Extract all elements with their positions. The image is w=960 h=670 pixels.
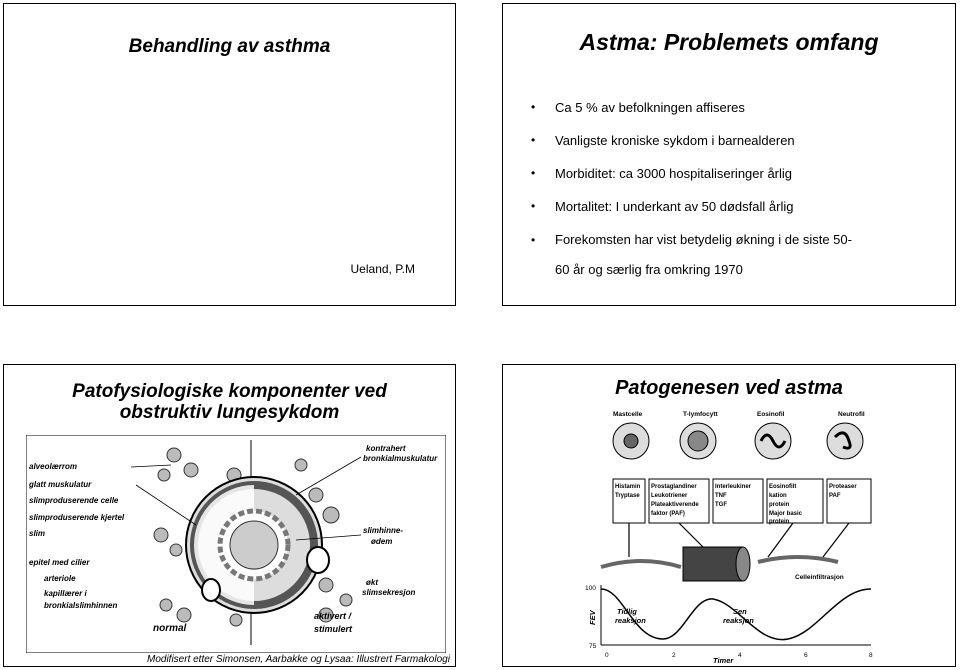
label-infiltration: Celleinfiltrasjon: [795, 574, 844, 581]
label-increased: økt: [366, 578, 378, 587]
label-contracted: kontrahert: [366, 444, 406, 453]
label-mucus-gland: slimproduserende kjertel: [29, 513, 125, 522]
slide-title-heading: Behandling av asthma: [128, 36, 331, 57]
label-late-2: reaksjon: [723, 616, 754, 625]
cell-mastcell: Mastcelle: [613, 411, 643, 418]
y-axis-label: FEV: [588, 610, 597, 625]
label-epithelium: epitel med cilier: [29, 558, 90, 567]
label-late: Sen: [733, 607, 747, 616]
label-mucus-cell: slimproduserende celle: [29, 496, 119, 505]
slide-heading: Astma: Problemets omfang: [579, 29, 879, 55]
bullet-icon: •: [531, 233, 536, 247]
cell-tlymph: T-lymfocytt: [683, 411, 718, 418]
x-axis-label: Timer: [713, 656, 734, 665]
cell-eosinophil: Eosinofil: [757, 411, 785, 418]
x-tick-6: 6: [804, 652, 808, 659]
svg-text:protein: protein: [769, 519, 790, 525]
bullet-icon: •: [531, 133, 536, 147]
slide-problem-scope: [502, 3, 956, 306]
slide-title: [3, 3, 456, 306]
figure-caption: Modifisert etter Simonsen, Aarbakke og Lysaa: Illustrert Farmakologi: [147, 654, 450, 665]
label-mucosa: bronkialslimhinnen: [44, 601, 118, 610]
svg-text:Leukotriener: Leukotriener: [651, 493, 688, 499]
svg-text:protein: protein: [769, 502, 790, 508]
svg-text:Plateaktiverende: Plateaktiverende: [651, 502, 699, 508]
x-tick-4: 4: [738, 652, 742, 659]
svg-text:kation: kation: [769, 493, 787, 499]
label-stimulated: stimulert: [314, 624, 353, 634]
pathogenesis-diagram: [583, 407, 873, 665]
author-name: Ueland, P.M: [350, 262, 415, 276]
bullet-icon: •: [531, 199, 536, 213]
svg-text:Proteaser: Proteaser: [829, 484, 857, 490]
svg-text:faktor (PAF): faktor (PAF): [651, 511, 685, 517]
svg-text:TNF: TNF: [715, 493, 727, 499]
svg-text:PAF: PAF: [829, 493, 841, 499]
bullet-item: • Mortalitet: I underkant av 50 dødsfall årlig: [531, 199, 794, 214]
bullet-item: • Vanligste kroniske sykdom i barnealderen: [531, 133, 795, 148]
y-tick-100: 100: [585, 585, 596, 592]
label-muscle: glatt muskulatur: [29, 480, 92, 489]
label-bronchial-muscle: bronkialmuskulatur: [363, 454, 438, 463]
y-tick-75: 75: [589, 643, 597, 650]
bullet-icon: •: [531, 100, 536, 114]
slide-heading: Patogenesen ved astma: [615, 377, 843, 399]
label-secretion: slimsekresjon: [362, 588, 416, 597]
svg-text:Prostaglandiner: Prostaglandiner: [651, 484, 697, 490]
slide-pathophysiology: [3, 364, 456, 667]
label-capillaries: kapillærer i: [44, 589, 87, 598]
bullet-item: • Ca 5 % av befolkningen affiseres: [531, 100, 745, 115]
x-tick-8: 8: [869, 652, 873, 659]
label-early-2: reaksjon: [615, 616, 646, 625]
label-mucus: slim: [29, 529, 46, 538]
svg-text:Histamin: Histamin: [615, 484, 641, 490]
label-normal: normal: [153, 623, 187, 634]
label-edema-2: ødem: [371, 537, 393, 546]
bronchus-diagram: [26, 435, 446, 653]
bullet-item: • Morbiditet: ca 3000 hospitaliseringer årlig: [531, 166, 793, 181]
svg-text:Interleukiner: Interleukiner: [715, 484, 752, 490]
label-alveolar: alveolærrom: [29, 462, 78, 471]
cell-neutrophil: Neutrofil: [838, 411, 865, 418]
bullet-item: • Forekomsten har vist betydelig økning i de siste 50- 60 år og særlig fra omkring 1970: [529, 225, 939, 285]
label-edema: slimhinne-: [363, 526, 404, 535]
slide-heading: Patofysiologiske komponenter ved obstruktiv lungesykdom: [72, 381, 387, 423]
svg-text:Major basic: Major basic: [769, 511, 803, 517]
label-arteriole: arteriole: [44, 574, 76, 583]
x-tick-2: 2: [672, 652, 676, 659]
svg-text:Eosinofilt: Eosinofilt: [769, 484, 797, 490]
bullet-icon: •: [531, 166, 536, 180]
bullet-list: [529, 99, 939, 301]
slide-pathogenesis: [502, 364, 956, 667]
label-active: aktivert /: [314, 611, 352, 621]
label-early: Tidlig: [617, 607, 637, 616]
x-tick-0: 0: [605, 652, 609, 659]
svg-text:TGF: TGF: [715, 502, 727, 508]
svg-text:Tryptase: Tryptase: [615, 493, 640, 499]
